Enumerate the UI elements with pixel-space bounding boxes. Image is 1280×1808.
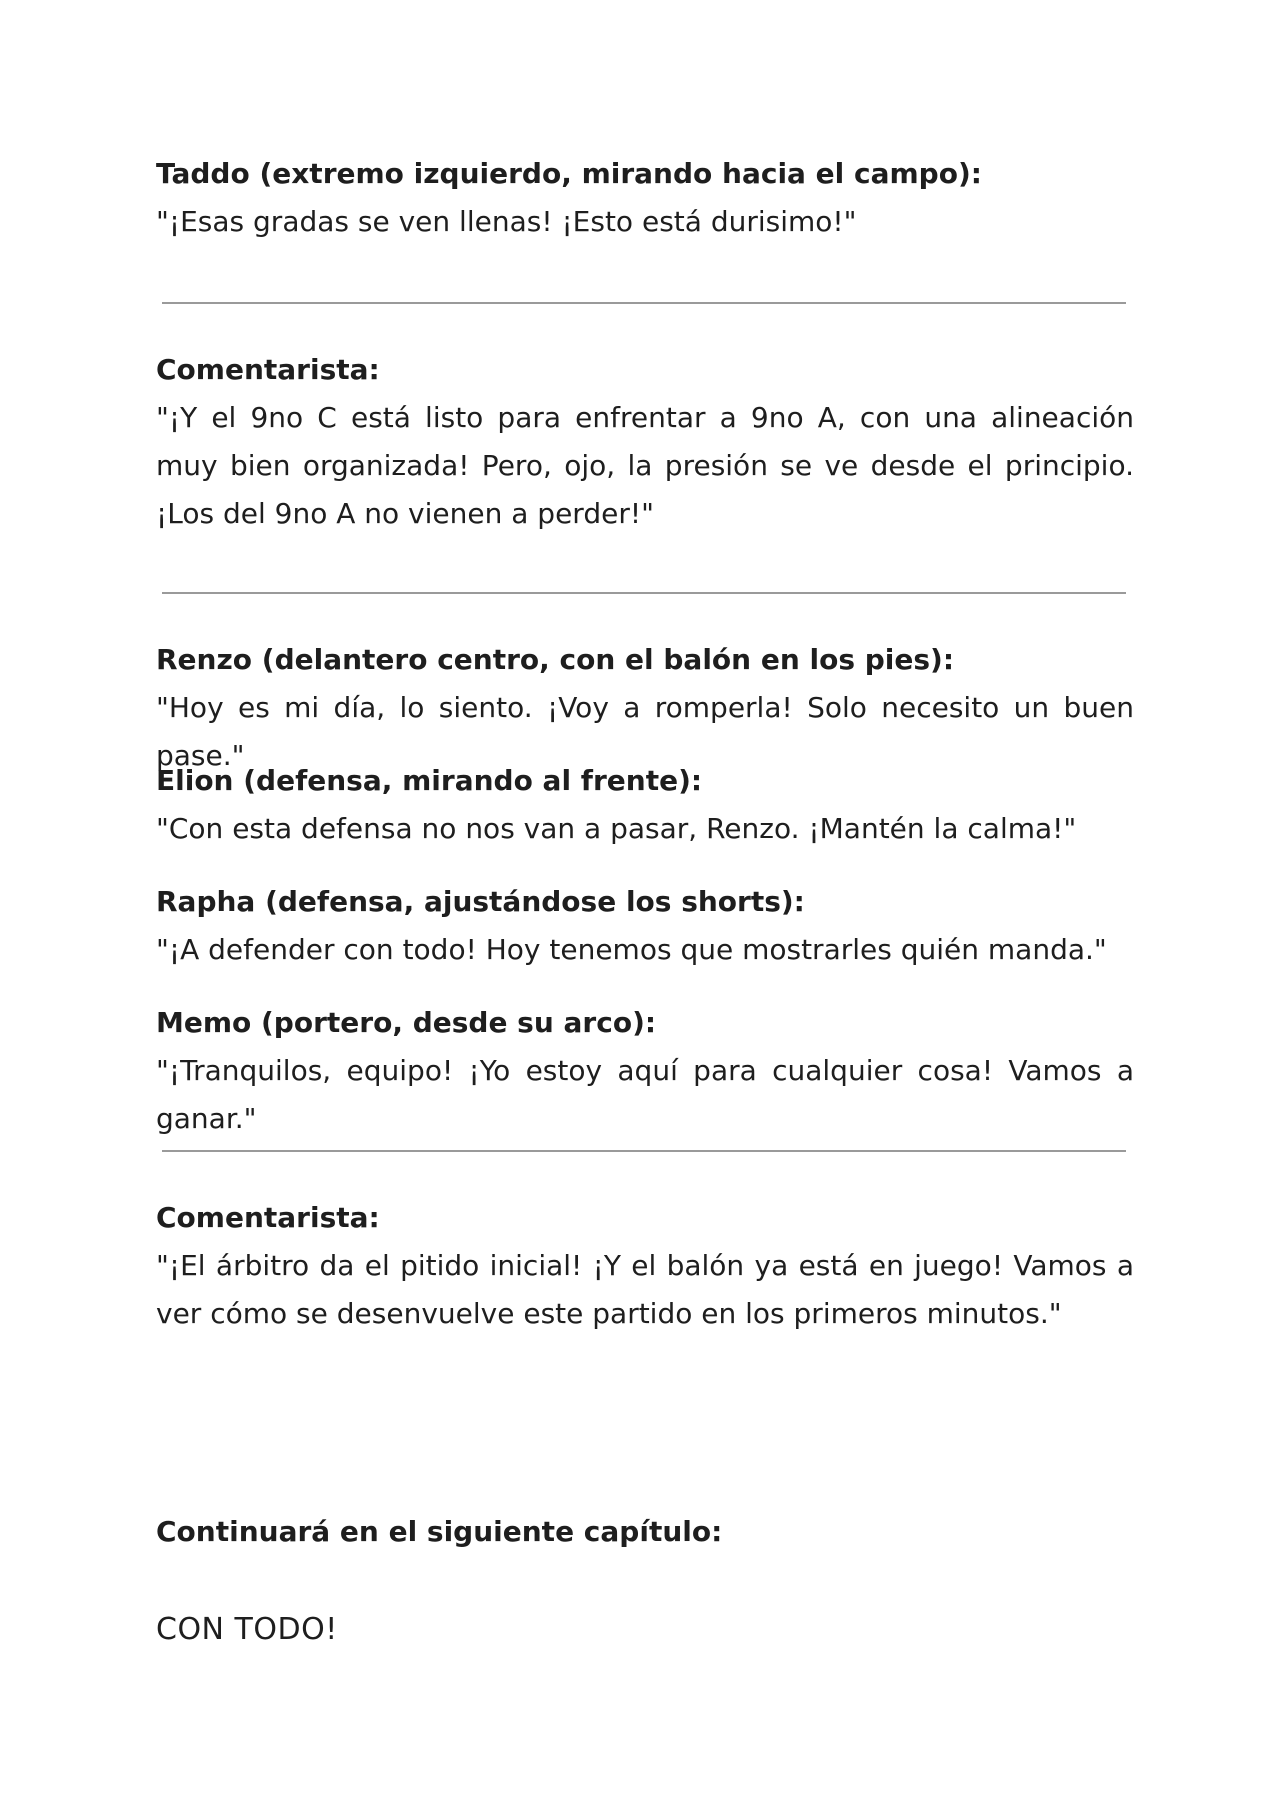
dialogue-block <box>156 1194 1134 1338</box>
dialogue-line: "Hoy es mi día, lo siento. ¡Voy a romperla! Solo necesito un buen pase." <box>156 691 1134 772</box>
section-divider <box>162 592 1126 594</box>
dialogue-line: "Con esta defensa no nos van a pasar, Renzo. ¡Mantén la calma!" <box>156 812 1077 845</box>
dialogue-line: "¡El árbitro da el pitido inicial! ¡Y el balón ya está en juego! Vamos a ver cómo se desenvuelve este partido en los primeros minutos." <box>156 1249 1134 1330</box>
section-divider <box>162 302 1126 304</box>
dialogue-line: "¡Esas gradas se ven llenas! ¡Esto está durisimo!" <box>156 205 857 238</box>
speaker-name: Taddo (extremo izquierdo, mirando hacia el campo): <box>156 157 982 190</box>
speaker-name: Rapha (defensa, ajustándose los shorts): <box>156 885 805 918</box>
continuation-heading: Continuará en el siguiente capítulo: <box>156 1515 723 1548</box>
section-divider <box>162 1150 1126 1152</box>
dialogue-block <box>156 150 1134 246</box>
dialogue-block <box>156 757 1134 853</box>
speaker-name: Renzo (delantero centro, con el balón en los pies): <box>156 643 955 676</box>
speaker-name: Comentarista: <box>156 1201 380 1234</box>
dialogue-line: "¡Tranquilos, equipo! ¡Yo estoy aquí para cualquier cosa! Vamos a ganar." <box>156 1054 1134 1135</box>
dialogue-block <box>156 999 1134 1143</box>
dialogue-line: "¡A defender con todo! Hoy tenemos que mostrarles quién manda." <box>156 933 1107 966</box>
closing-handwritten-text: CON TODO! <box>156 1612 338 1647</box>
speaker-name: Memo (portero, desde su arco): <box>156 1006 657 1039</box>
speaker-name: Elion (defensa, mirando al frente): <box>156 764 703 797</box>
dialogue-block <box>156 878 1134 974</box>
speaker-name: Comentarista: <box>156 353 380 386</box>
dialogue-block <box>156 346 1134 538</box>
dialogue-line: "¡Y el 9no C está listo para enfrentar a 9no A, con una alineación muy bien organizada! Pero, ojo, la presión se ve desde el principio. ¡Los del 9no A no vienen a perder!" <box>156 401 1134 530</box>
